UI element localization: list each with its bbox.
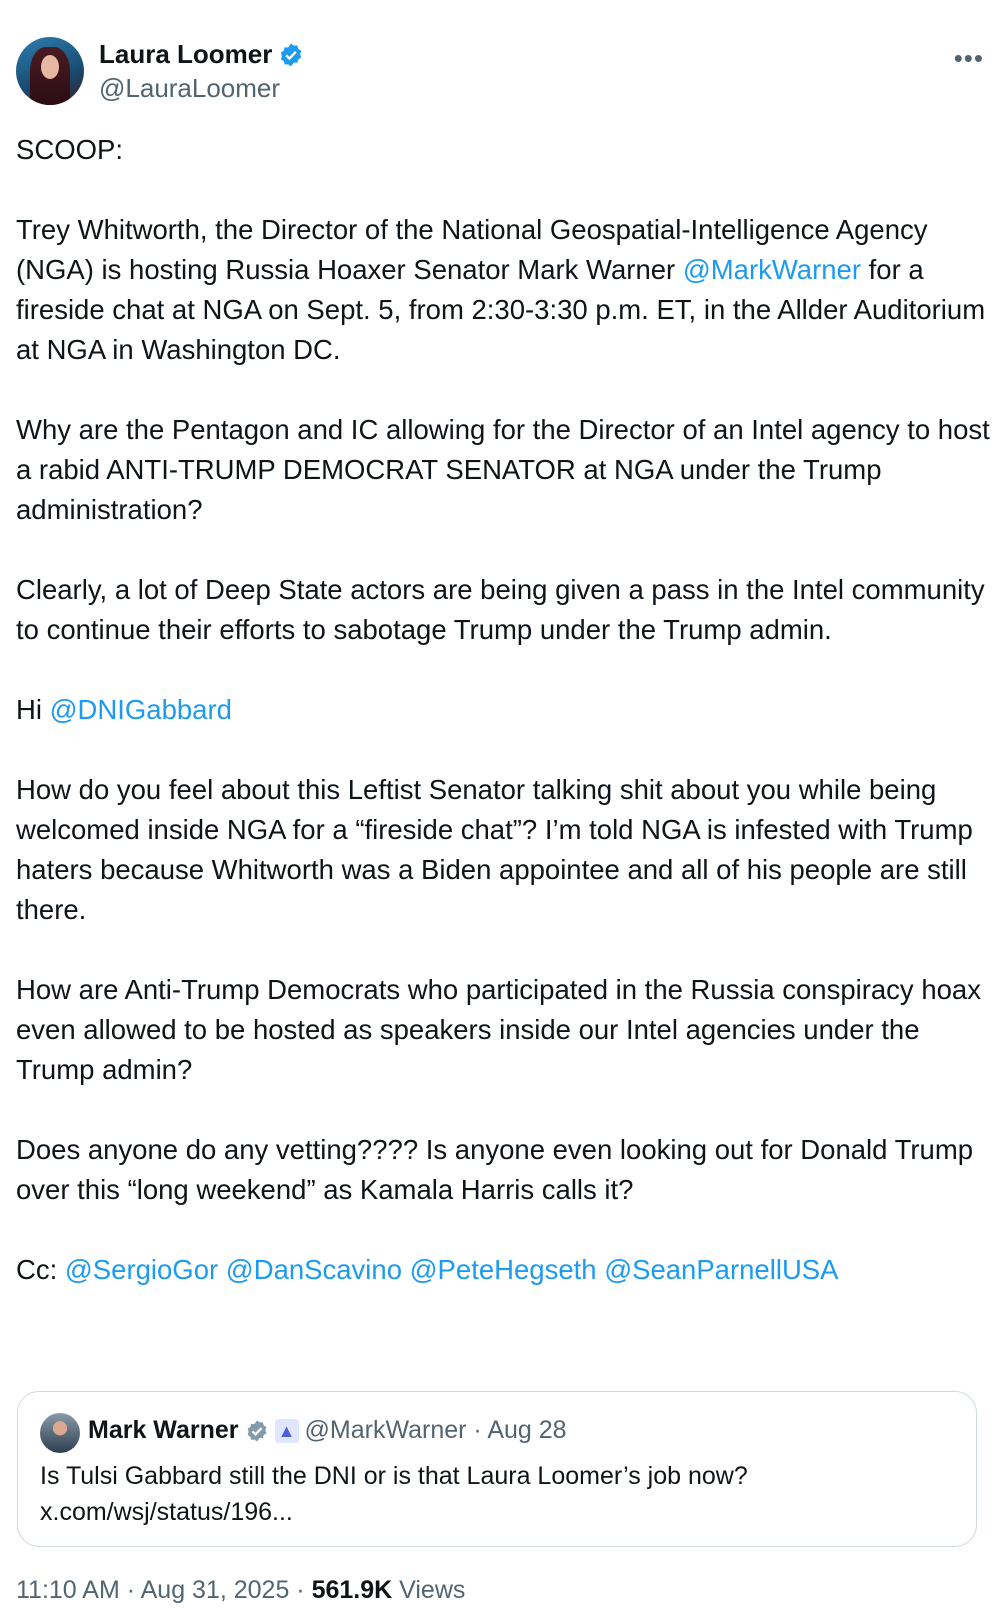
views-label: Views <box>392 1576 466 1604</box>
tweet-paragraph <box>16 210 991 370</box>
mention-link[interactable]: @SergioGor <box>64 1254 219 1285</box>
quoted-author-avatar <box>40 1413 80 1453</box>
mention-link[interactable]: @MarkWarner <box>682 254 862 285</box>
tweet-footer <box>16 1576 465 1605</box>
capitol-affiliation-icon: ▲ <box>275 1419 299 1443</box>
tweet-text-segment: Clearly, a lot of Deep State actors are being given a pass in the Intel community to continue their efforts to sabotage Trump under the Trump admin. <box>16 574 993 645</box>
tweet-text-segment <box>402 1254 410 1285</box>
author-handle[interactable]: @LauraLoomer <box>99 73 281 103</box>
quoted-author-name: Mark Warner <box>88 1416 239 1444</box>
tweet-text-segment: for a fireside chat at NGA on Sept. 5, from 2:30-3:30 p.m. ET, in the Allder Auditorium at NGA in Washington DC. <box>16 254 993 365</box>
author-avatar[interactable] <box>16 37 84 105</box>
verified-gray-badge-icon <box>245 1419 269 1443</box>
tweet-text-segment <box>218 1254 226 1285</box>
mention-link[interactable]: @PeteHegseth <box>409 1254 597 1285</box>
tweet-text-segment: Hi <box>16 694 50 725</box>
tweet-paragraph <box>16 570 991 650</box>
tweet-text-segment: Does anyone do any vetting???? Is anyone even looking out for Donald Trump over this “long weekend” as Kamala Harris calls it? <box>16 1134 981 1205</box>
author-name[interactable]: Laura Loomer <box>99 39 273 69</box>
tweet-text-segment: Trey Whitworth, the Director of the National Geospatial-Intelligence Agency (NGA) is hosting Russia Hoaxer Senator Mark Warner <box>16 214 928 285</box>
tweet-text-segment: Why are the Pentagon and IC allowing for the Director of an Intel agency to host a rabid ANTI-TRUMP DEMOCRAT SENATOR at NGA under the Trump administration? <box>16 414 998 525</box>
quoted-text: Is Tulsi Gabbard still the DNI or is that Laura Loomer’s job now? <box>40 1462 748 1490</box>
tweet-text-segment: SCOOP: <box>16 134 123 165</box>
mention-link[interactable]: @SeanParnellUSA <box>604 1254 839 1285</box>
quoted-handle-date: @MarkWarner · Aug 28 <box>304 1416 567 1444</box>
views-count: 561.9K <box>311 1576 393 1604</box>
mention-link[interactable]: @DanScavino <box>225 1254 402 1285</box>
tweet-paragraph <box>16 770 991 930</box>
tweet-text-segment: Cc: <box>16 1254 65 1285</box>
mention-link[interactable]: @DNIGabbard <box>49 694 232 725</box>
verified-badge-icon <box>278 42 304 68</box>
tweet-paragraph <box>16 690 991 730</box>
tweet-header <box>16 37 992 107</box>
quoted-link[interactable]: x.com/wsj/status/196... <box>40 1498 293 1526</box>
tweet-text-segment: How are Anti-Trump Democrats who participated in the Russia conspiracy hoax even allowed to be hosted as speakers inside our Intel agencies under the Trump admin? <box>16 974 989 1085</box>
tweet-paragraph <box>16 970 991 1090</box>
quoted-tweet[interactable] <box>17 1391 977 1547</box>
tweet-paragraph <box>16 410 998 530</box>
tweet-text-segment: How do you feel about this Leftist Senator talking shit about you while being welcomed inside NGA for a “fireside chat”? I’m told NGA is infested with Trump haters because Whitworth was a Biden appointee and all of his people are still there. <box>16 774 981 925</box>
tweet-paragraph <box>16 130 991 170</box>
tweet-text <box>16 130 998 1330</box>
more-options-icon[interactable]: ••• <box>953 43 984 73</box>
tweet-paragraph <box>16 1250 991 1290</box>
tweet-paragraph <box>16 1130 991 1210</box>
timestamp[interactable]: 11:10 AM · Aug 31, 2025 · <box>16 1576 312 1604</box>
